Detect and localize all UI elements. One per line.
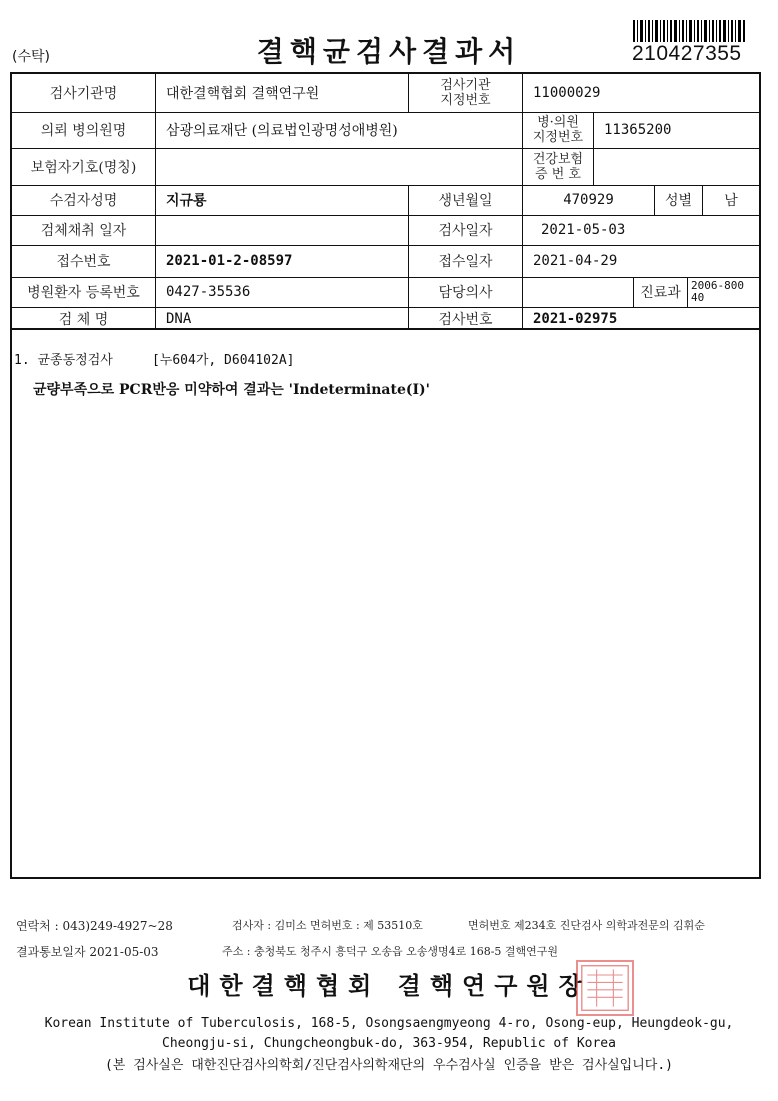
birth-label: 생년월일: [409, 185, 523, 215]
table-row: [12, 112, 759, 149]
address: 주소 : 충청북도 청주시 흥덕구 오송읍 오송생명4로 168-5 결핵연구원: [222, 945, 559, 958]
table-row: [12, 185, 759, 216]
table-row: [12, 215, 759, 246]
requester-value: 삼광의료재단 (의료법인광명성애병원): [156, 112, 523, 148]
result-text: 균량부족으로 PCR반응 미약하여 결과는 'Indeterminate(I)': [33, 382, 430, 398]
barcode-number: 210427355: [632, 42, 742, 65]
doctor-label: 담당의사: [409, 277, 523, 307]
patient-reg-label: 병원환자 등록번호: [12, 277, 156, 307]
dept-label: 진료과: [634, 277, 688, 307]
dept-value-line2: 40: [691, 291, 705, 304]
hospital-id-label-line2: 지정번호: [532, 130, 584, 145]
document-title: 결핵균검사결과서: [256, 35, 522, 68]
institute-signature: 대한결핵협회 결핵연구원장: [187, 971, 591, 1000]
hospital-id-label-line1: 병·의원: [537, 115, 579, 130]
result-area: [10, 330, 761, 879]
hospital-id-value: 11365200: [604, 122, 672, 138]
info-table: [10, 72, 761, 330]
result-item: 1. 균종동정검사 [누604가, D604102A]: [14, 353, 295, 368]
english-address-line2: Cheongju-si, Chungcheongbuk-do, 363-954, Republic of Korea: [162, 1036, 616, 1051]
lab-id-label: [409, 74, 523, 112]
patient-name-value: 지규룡: [156, 185, 409, 215]
insurance-no-label: [523, 148, 594, 185]
report-date: 결과통보일자 2021-05-03: [16, 945, 159, 959]
test-date-label: 검사일자: [409, 215, 523, 245]
official-seal-icon: [576, 960, 634, 1016]
lab-name-value: 대한결핵협회 결핵연구원: [156, 74, 409, 112]
sex-label: 성별: [655, 185, 703, 215]
lab-id-label-line2: 지정번호: [440, 93, 491, 108]
specimen-value: DNA: [156, 307, 409, 330]
test-no-label: 검사번호: [409, 307, 523, 330]
reception-no-label: 접수번호: [12, 245, 156, 277]
collect-date-label: 검체채취 일자: [12, 215, 156, 245]
table-row: [12, 277, 759, 308]
lab-id-label-line1: 검사기관: [440, 78, 491, 93]
insurance-no-label-line2: 증 번 호: [535, 166, 581, 182]
hospital-id-label: [523, 112, 594, 148]
table-row: [12, 245, 759, 278]
dept-value-line1: 2006-800: [691, 279, 744, 292]
license-info: 면허번호 제234호 진단검사 의학과전문의 김휘순: [468, 919, 705, 932]
receipt-label: (수탁): [12, 49, 50, 65]
english-address-line1: Korean Institute of Tuberculosis, 168-5, Osongsaengmyeong 4-ro, Osong-eup, Heungdeok-gu,: [44, 1016, 734, 1031]
patient-name-label: 수검자성명: [12, 185, 156, 215]
lab-id-value: 11000029: [533, 85, 601, 101]
test-no-value: 2021-02975: [533, 310, 618, 327]
patient-reg-value: 0427-35536: [156, 277, 409, 307]
table-row: [12, 148, 759, 186]
certification-note: (본 검사실은 대한진단검사의학회/진단검사의학재단의 우수검사실 인증을 받은 검사실입니다.): [104, 1058, 674, 1073]
doctor-value: [523, 277, 634, 307]
collect-date-value: [156, 215, 409, 245]
barcode-icon: [633, 20, 745, 42]
insured-label: 보험자기호(명칭): [12, 148, 156, 185]
contact-info: 연락처 : 043)249-4927~28: [16, 919, 173, 933]
reception-no-value: 2021-01-2-08597: [156, 245, 409, 277]
insurance-no-label-line1: 건강보험: [532, 151, 584, 167]
requester-label: 의뢰 병의원명: [12, 112, 156, 148]
insurance-no-value: [594, 148, 759, 185]
sex-value: 남: [724, 193, 738, 209]
birth-value: 470929: [523, 185, 655, 215]
specimen-label: 검 체 명: [12, 307, 156, 330]
examiner-info: 검사자 : 김미소 면허번호 : 제 53510호: [232, 919, 423, 932]
insured-value: [156, 148, 523, 185]
dept-value: [688, 277, 759, 307]
lab-name-label: 검사기관명: [12, 74, 156, 112]
table-row: [12, 74, 759, 113]
reception-date-label: 접수일자: [409, 245, 523, 277]
test-date-value: 2021-05-03: [541, 222, 626, 238]
reception-date-value: 2021-04-29: [533, 253, 618, 269]
table-row: [12, 307, 759, 330]
